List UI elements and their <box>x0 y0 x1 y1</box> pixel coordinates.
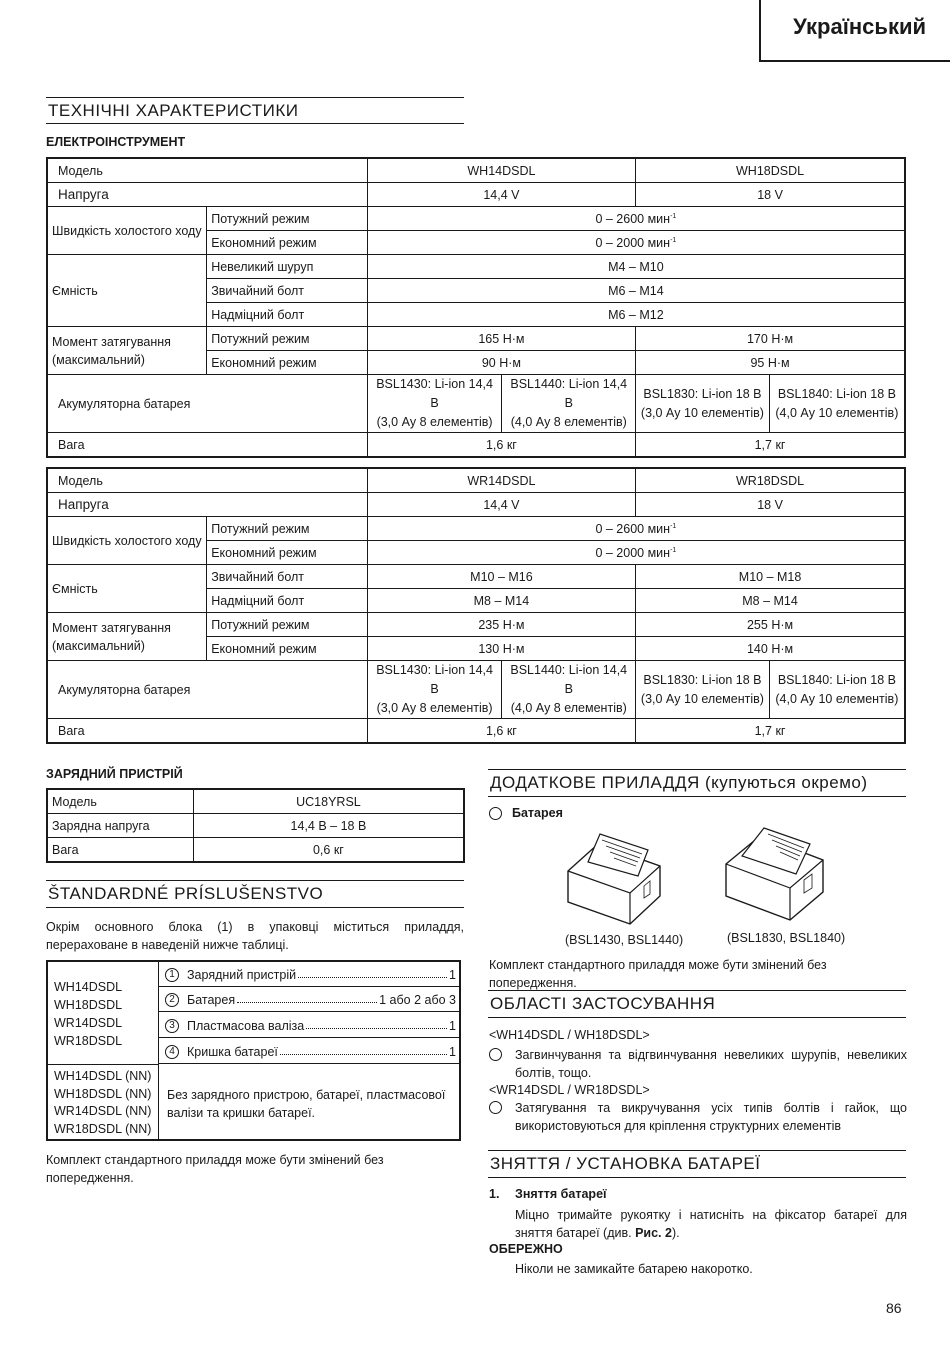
number-circle: 3 <box>165 1019 179 1033</box>
charger-model-value: UC18YRSL <box>193 789 464 814</box>
speed-power-label: Потужний режим <box>207 517 368 541</box>
weight-label: Вага <box>47 433 367 458</box>
item-label: Пластмасова валіза <box>187 1019 305 1033</box>
capacity-label: Ємність <box>47 565 207 613</box>
application-text: Загвинчування та відгвинчування невеликих шурупів, невеликих болтів, тощо. <box>515 1048 907 1080</box>
battery-1: BSL1430: Li-ion 14,4 В (3,0 Аy 8 елементів) <box>367 661 502 719</box>
caution-label: ОБЕРЕЖНО <box>489 1242 563 1256</box>
torque-power-b: 170 Н·м <box>636 327 905 351</box>
caution-text: Ніколи не замикайте батарею накоротко. <box>515 1262 753 1276</box>
number-circle: 4 <box>165 1045 179 1059</box>
voltage-label: Напруга <box>47 493 367 517</box>
spec-table-wr <box>46 467 906 744</box>
bullet-circle-icon <box>489 1048 502 1061</box>
battery-option-label: Батарея <box>512 806 563 820</box>
item-qty: 1 <box>449 968 456 982</box>
charger-table <box>46 788 465 863</box>
standard-acc-table <box>46 960 461 1141</box>
weight-b: 1,7 кг <box>636 433 905 458</box>
torque-eco-a: 90 Н·м <box>367 351 635 375</box>
speed-label: Швидкість холостого ходу <box>47 517 207 565</box>
speed-power-value: 0 – 2600 мин$^{-1}$ <box>367 207 905 231</box>
speed-eco-label: Економний режим <box>207 231 368 255</box>
speed-eco-label: Економний режим <box>207 541 368 565</box>
bullet-circle-icon <box>489 807 502 820</box>
model-item: WH18DSDL (NN) <box>54 1086 152 1101</box>
charger-weight-value: 0,6 кг <box>193 838 464 863</box>
list-item <box>159 1012 459 1038</box>
step-number: 1. <box>489 1187 500 1201</box>
cap-normal-label: Звичайний болт <box>207 565 368 589</box>
model-b: WR18DSDL <box>636 468 905 493</box>
cap-small-value: M4 – M10 <box>367 255 905 279</box>
weight-a: 1,6 кг <box>367 719 635 744</box>
speed-eco-value: 0 – 2000 мин$^{-1}$ <box>367 231 905 255</box>
voltage-label: Напруга <box>47 183 367 207</box>
torque-power-label: Потужний режим <box>207 613 368 637</box>
step-text: Міцно тримайте рукоятку і натисніть на фіксатор батареї для зняття батареї (див. Рис. 2). <box>515 1208 907 1240</box>
voltage-b: 18 V <box>636 183 905 207</box>
battery-3: BSL1830: Li-ion 18 В (3,0 Аy 10 елементів) <box>636 375 770 433</box>
model-item: WH14DSDL <box>54 980 123 994</box>
torque-power-label: Потужний режим <box>207 327 368 351</box>
language-label: Український <box>793 14 926 39</box>
torque-power-a: 235 Н·м <box>367 613 635 637</box>
torque-power-a: 165 Н·м <box>367 327 635 351</box>
torque-label: Момент затягування (максимальний) <box>47 327 207 375</box>
item-label: Батарея <box>187 993 236 1007</box>
speed-label: Швидкість холостого ходу <box>47 207 207 255</box>
battery-1: BSL1430: Li-ion 14,4 В (3,0 Аy 8 елементів) <box>367 375 502 433</box>
torque-label: Момент затягування (максимальний) <box>47 613 207 661</box>
applications-group1-item <box>489 1046 907 1082</box>
battery-caption-2: (BSL1830, BSL1840) <box>727 931 846 945</box>
number-circle: 1 <box>165 968 179 982</box>
item-qty: 1 <box>449 1045 456 1059</box>
battery-2: BSL1440: Li-ion 14,4 В (4,0 Аy 8 елементів) <box>502 661 636 719</box>
subtitle-power-tool: ЕЛЕКТРОІНСТРУМЕНТ <box>46 135 186 149</box>
weight-b: 1,7 кг <box>636 719 905 744</box>
battery-caption-1: (BSL1430, BSL1440) <box>565 933 684 947</box>
cap-strong-a: M8 – M14 <box>367 589 635 613</box>
model-label: Модель <box>47 468 367 493</box>
item-label: Зарядний пристрій <box>187 968 297 982</box>
charger-voltage-value: 14,4 В – 18 В <box>193 814 464 838</box>
speed-eco-value: 0 – 2000 мин$^{-1}$ <box>367 541 905 565</box>
cap-strong-label: Надміцний болт <box>207 303 368 327</box>
model-a: WH14DSDL <box>367 158 635 183</box>
torque-eco-b: 95 Н·м <box>636 351 905 375</box>
model-item: WR14DSDL <box>54 1016 123 1030</box>
voltage-a: 14,4 V <box>367 493 635 517</box>
section-title-standard-acc: ŠTANDARDNÉ PRÍSLUŠENSTVO <box>46 880 464 908</box>
applications-group1-header: <WH14DSDL / WH18DSDL> <box>489 1028 650 1042</box>
torque-eco-label: Економний режим <box>207 637 368 661</box>
cap-strong-value: M6 – M12 <box>367 303 905 327</box>
battery-label: Акумуляторна батарея <box>47 661 367 719</box>
models-group-1 <box>48 962 159 1065</box>
cap-normal-a: M10 – M16 <box>367 565 635 589</box>
bullet-circle-icon <box>489 1101 502 1114</box>
subtitle-charger: ЗАРЯДНИЙ ПРИСТРІЙ <box>46 767 183 781</box>
applications-group2-item <box>489 1099 907 1135</box>
applications-group2-header: <WR14DSDL / WR18DSDL> <box>489 1083 650 1097</box>
battery-bsl18-icon <box>718 822 833 927</box>
battery-3: BSL1830: Li-ion 18 В (3,0 Аy 10 елементів) <box>636 661 770 719</box>
model-item: WR18DSDL (NN) <box>54 1121 152 1136</box>
torque-eco-label: Економний режим <box>207 351 368 375</box>
cap-strong-b: M8 – M14 <box>636 589 905 613</box>
torque-power-b: 255 Н·м <box>636 613 905 637</box>
language-tab <box>759 0 950 62</box>
item-qty: 1 або 2 або 3 <box>379 993 456 1007</box>
cap-small-label: Невеликий шуруп <box>207 255 368 279</box>
number-circle: 2 <box>165 993 179 1007</box>
models-group-2 <box>48 1065 159 1139</box>
voltage-b: 18 V <box>636 493 905 517</box>
list-item <box>159 987 459 1012</box>
standard-acc-intro: Окрім основного блока (1) в упаковці міститься приладдя, перераховане в наведеній нижче таблиці. <box>46 920 464 952</box>
charger-weight-label: Вага <box>47 838 193 863</box>
battery-option <box>489 806 563 820</box>
speed-power-value: 0 – 2600 мин$^{-1}$ <box>367 517 905 541</box>
battery-2: BSL1440: Li-ion 14,4 В (4,0 Аy 8 елементів) <box>502 375 636 433</box>
model-item: WH14DSDL (NN) <box>54 1069 152 1083</box>
cap-normal-b: M10 – M18 <box>636 565 905 589</box>
battery-label: Акумуляторна батарея <box>47 375 367 433</box>
charger-voltage-label: Зарядна напруга <box>47 814 193 838</box>
spec-table-wh <box>46 157 906 458</box>
page-number: 86 <box>886 1300 902 1316</box>
model-item: WR14DSDL (NN) <box>54 1104 152 1118</box>
speed-power-label: Потужний режим <box>207 207 368 231</box>
cap-normal-value: M6 – M14 <box>367 279 905 303</box>
optional-acc-footnote: Комплект стандартного приладдя може бути змінений без попередження. <box>489 958 827 990</box>
torque-eco-a: 130 Н·м <box>367 637 635 661</box>
item-qty: 1 <box>449 1019 456 1033</box>
application-text: Затягування та викручування усіх типів болтів і гайок, що використовуються для кріплення структурних елементів <box>515 1101 907 1133</box>
list-item <box>159 962 459 987</box>
nn-note: Без зарядного пристрою, батареї, пластмасової валізи та кришки батареї. <box>167 1088 446 1120</box>
section-title-optional-acc: ДОДАТКОВЕ ПРИЛАДДЯ (купуються окремо) <box>488 769 906 797</box>
voltage-a: 14,4 V <box>367 183 635 207</box>
capacity-label: Ємність <box>47 255 207 327</box>
model-b: WH18DSDL <box>636 158 905 183</box>
model-item: WH18DSDL <box>54 998 123 1012</box>
list-item <box>159 1038 459 1064</box>
model-a: WR14DSDL <box>367 468 635 493</box>
section-title-specs: ТЕХНІЧНІ ХАРАКТЕРИСТИКИ <box>46 97 464 124</box>
battery-4: BSL1840: Li-ion 18 В (4,0 Аy 10 елементів) <box>769 661 905 719</box>
weight-a: 1,6 кг <box>367 433 635 458</box>
section-title-battery: ЗНЯТТЯ / УСТАНОВКА БАТАРЕЇ <box>488 1150 906 1178</box>
battery-4: BSL1840: Li-ion 18 В (4,0 Аy 10 елементів) <box>769 375 905 433</box>
torque-eco-b: 140 Н·м <box>636 637 905 661</box>
model-label: Модель <box>47 158 367 183</box>
section-title-applications: ОБЛАСТІ ЗАСТОСУВАННЯ <box>488 990 906 1018</box>
step-header <box>489 1187 607 1201</box>
item-label: Кришка батареї <box>187 1045 278 1059</box>
cap-normal-label: Звичайний болт <box>207 279 368 303</box>
cap-strong-label: Надміцний болт <box>207 589 368 613</box>
charger-model-label: Модель <box>47 789 193 814</box>
weight-label: Вага <box>47 719 367 744</box>
step-title: Зняття батареї <box>515 1187 607 1201</box>
battery-bsl14-icon <box>560 826 670 931</box>
items-list <box>159 962 459 1064</box>
model-item: WR18DSDL <box>54 1034 123 1048</box>
standard-acc-footnote: Комплект стандартного приладдя може бути змінений без попередження. <box>46 1153 384 1185</box>
